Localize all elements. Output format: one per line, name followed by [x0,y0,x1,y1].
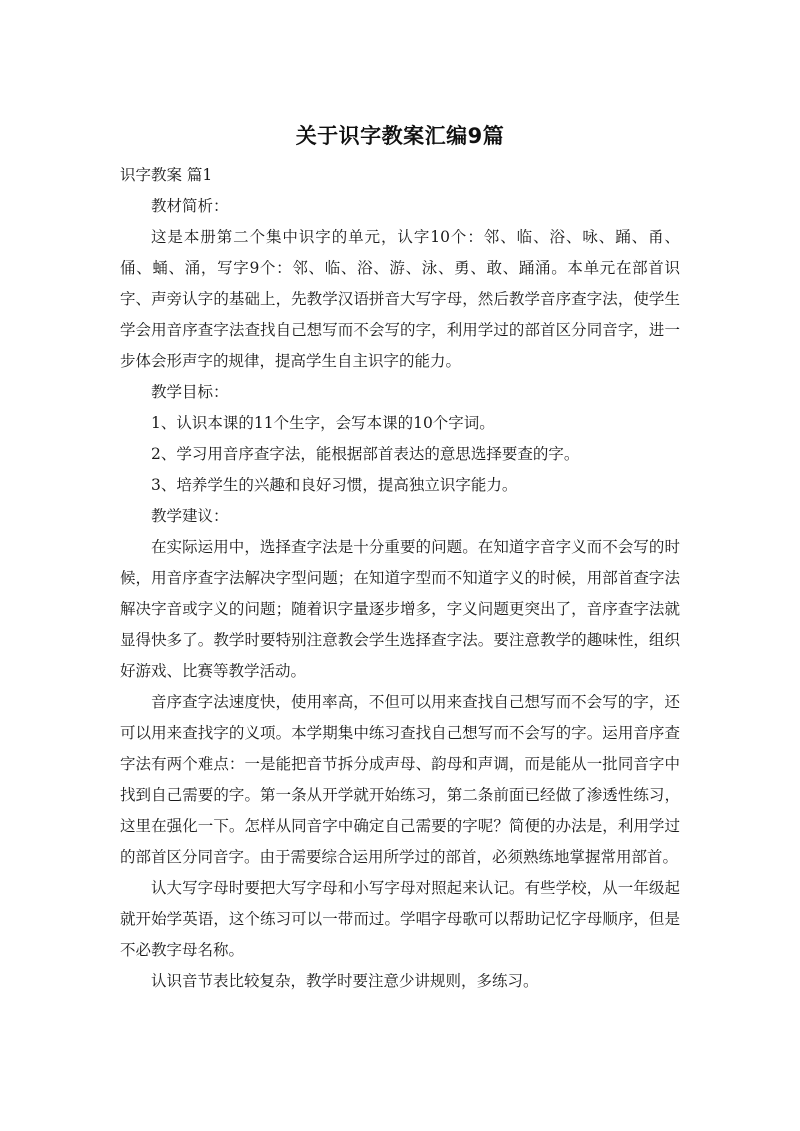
paragraph-suggestion-3: 认大写字母时要把大写字母和小写字母对照起来认记。有些学校，从一年级起就开始学英语，这个练习可以一带而过。学唱字母歌可以帮助记忆字母顺序，但是不必教字母名称。 [120,879,680,959]
paragraph-suggestion-2: 音序查字法速度快，使用率高，不但可以用来查找自己想写而不会写的字，还可以用来查找字的义项。本学期集中练习查找自己想写而不会写的字。运用音序查字法有两个难点：一是能把音节拆分成声母、韵母和声调，而是能从一批同音字中找到自己需要的字。第一条从开学就开始练习，第二条前面已经做了渗透性练习，这里在强化一下。怎样从同音字中确定自己需要的字呢？简便的办法是，利用学过的部首区分同音字。由于需要综合运用所学过的部首，必须熟练地掌握常用部首。 [120,693,680,866]
paragraph-suggestion-4: 认识音节表比较复杂，教学时要注意少讲规则，多练习。 [151,972,539,990]
section-label: 识字教案 篇1 [120,166,213,184]
paragraph-goal-2: 2、学习用音序查字法，能根据部首表达的意思选择要查的字。 [151,445,580,463]
paragraph-suggestion-1: 在实际运用中，选择查字法是十分重要的问题。在知道字音字义而不会写的时候，用音序查字法解决字型问题；在知道字型而不知道字义的时候，用部首查字法解决字音或字义的问题；随着识字量逐步增多，字义问题更突出了，音序查字法就显得快多了。教学时要特别注意教会学生选择查字法。要注意教学的趣味性，组织好游戏、比赛等教学活动。 [120,538,680,680]
paragraph-goal-1: 1、认识本课的11个生字，会写本课的10个字词。 [151,414,495,432]
document-title: 关于识字教案汇编9篇 [295,124,505,148]
paragraph-goals-heading: 教学目标： [151,383,229,401]
paragraph-materials-heading: 教材简析： [151,197,229,215]
paragraph-materials-analysis: 这是本册第二个集中识字的单元，认字10个：邻、临、浴、咏、踊、甬、俑、蛹、涌，写字9个：邻、临、浴、游、泳、勇、敢、踊涌。本单元在部首识字、声旁认字的基础上，先教学汉语拼音大写字母，然后教学音序查字法，使学生学会用音序查字法查找自己想写而不会写的字，利用学过的部首区分同音字，进一步体会形声字的规律，提高学生自主识字的能力。 [120,228,680,370]
document-body [120,160,680,997]
paragraph-suggestions-heading: 教学建议： [151,507,229,525]
paragraph-goal-3: 3、培养学生的兴趣和良好习惯，提高独立识字能力。 [151,476,518,494]
